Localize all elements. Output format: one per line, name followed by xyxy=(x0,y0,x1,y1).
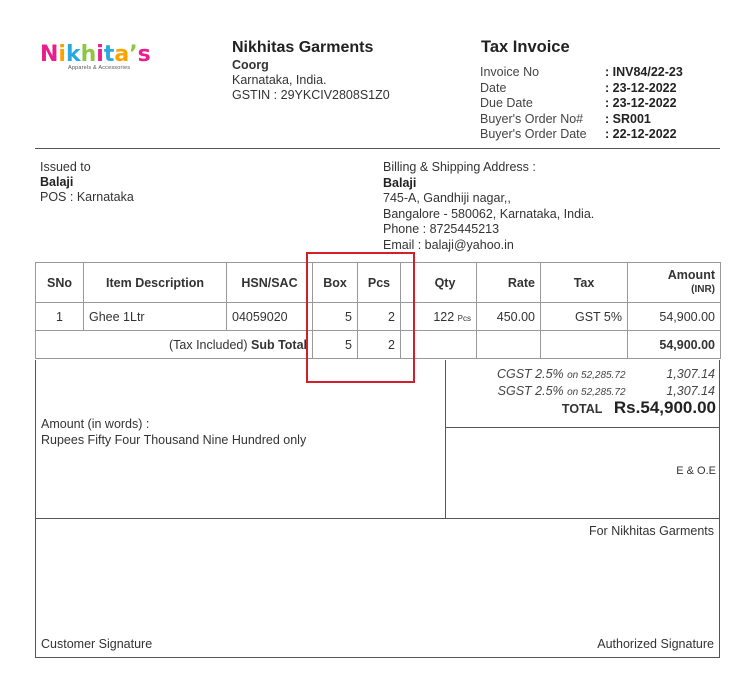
amount-in-words xyxy=(41,416,306,448)
cgst-line xyxy=(456,367,715,384)
company-name: Nikhitas Garments xyxy=(232,39,374,56)
col-amount-label: Amount xyxy=(667,268,715,282)
subtotal-rate xyxy=(477,331,541,359)
words-label: Amount (in words) : xyxy=(41,417,150,431)
cell-rate: 450.00 xyxy=(477,303,541,331)
company-city: Coorg xyxy=(232,58,269,72)
logo-letter: i xyxy=(96,42,104,67)
logo-letter: N xyxy=(40,42,59,67)
meta-row-date xyxy=(480,81,683,97)
logo-letter: ’ xyxy=(129,42,138,67)
meta-value: : SR001 xyxy=(605,111,651,126)
meta-label: Invoice No xyxy=(480,65,540,79)
meta-row-order-no xyxy=(480,112,683,128)
meta-label: Buyer's Order No# xyxy=(480,111,584,126)
cell-amount: 54,900.00 xyxy=(628,303,721,331)
subtotal-label-cell xyxy=(36,331,313,359)
eoe-note: E & O.E xyxy=(676,465,716,477)
billing-email: Email : balaji@yahoo.in xyxy=(383,237,514,252)
col-description: Item Description xyxy=(84,263,227,303)
meta-label: Due Date xyxy=(480,96,533,110)
issued-to-block xyxy=(40,160,134,205)
qty-unit: Pcs xyxy=(457,313,471,323)
invoice-title: Tax Invoice xyxy=(481,38,570,56)
subtotal-prefix: (Tax Included) xyxy=(169,337,251,352)
header-divider xyxy=(35,148,720,149)
company-gstin: GSTIN : 29YKCIV2808S1Z0 xyxy=(232,88,390,102)
subtotal-label: Sub Total xyxy=(250,337,307,352)
logo-tagline: Apparels & Accessories xyxy=(68,65,131,71)
words-text: Rupees Fifty Four Thousand Nine Hundred only xyxy=(41,433,307,447)
issued-label: Issued to xyxy=(40,160,91,174)
for-company: For Nikhitas Garments xyxy=(588,524,714,538)
meta-value: : 22-12-2022 xyxy=(605,127,677,141)
logo-letter: s xyxy=(137,42,151,67)
grand-total xyxy=(445,398,716,418)
col-pcs: Pcs xyxy=(358,263,401,303)
issued-pos: POS : Karnataka xyxy=(40,190,134,204)
subtotal-pcs: 2 xyxy=(358,331,401,359)
total-value: Rs.54,900.00 xyxy=(613,398,716,417)
col-hsn: HSN/SAC xyxy=(227,263,313,303)
subtotal-tax xyxy=(541,331,628,359)
cgst-on: on 52,285.72 xyxy=(567,370,626,381)
subtotal-amount: 54,900.00 xyxy=(628,331,721,359)
cell-sno: 1 xyxy=(36,303,84,331)
billing-address-block xyxy=(383,160,594,253)
cgst-label: CGST 2.5% xyxy=(496,367,564,381)
meta-row-order-date xyxy=(480,127,683,143)
meta-value: : INV84/22-23 xyxy=(605,65,683,79)
col-box: Box xyxy=(313,263,358,303)
billing-phone: Phone : 8725445213 xyxy=(383,222,500,236)
invoice-meta xyxy=(480,65,683,143)
meta-row-invoice-no xyxy=(480,65,683,81)
company-logo xyxy=(40,42,170,78)
sgst-on: on 52,285.72 xyxy=(567,386,626,398)
col-amount xyxy=(628,263,721,303)
qty-value: 122 xyxy=(433,309,455,324)
total-label: TOTAL xyxy=(561,402,603,416)
tax-lines xyxy=(456,367,715,400)
billing-line2: Bangalore - 580062, Karnataka, India. xyxy=(383,206,595,221)
billing-line1: 745-A, Gandhiji nagar,, xyxy=(383,191,511,205)
billing-name: Balaji xyxy=(383,175,417,190)
company-region: Karnataka, India. xyxy=(232,73,327,87)
logo-letter: h xyxy=(80,42,97,67)
col-tax: Tax xyxy=(541,263,628,303)
cell-qty xyxy=(414,303,477,331)
logo-letter: k xyxy=(65,42,81,67)
cell-pcs: 2 xyxy=(358,303,401,331)
subtotal-qty xyxy=(414,331,477,359)
cgst-value: 1,307.14 xyxy=(666,367,715,381)
cell-description: Ghee 1Ltr xyxy=(84,303,227,331)
company-block xyxy=(232,38,390,103)
subtotal-box: 5 xyxy=(313,331,358,359)
meta-row-due-date xyxy=(480,96,683,112)
issued-name: Balaji xyxy=(40,175,74,189)
sgst-value: 1,307.14 xyxy=(666,383,715,398)
col-qty: Qty xyxy=(414,263,477,303)
logo-letter: t xyxy=(103,42,115,67)
cell-box: 5 xyxy=(313,303,358,331)
logo-letter: a xyxy=(114,42,130,67)
cell-hsn: 04059020 xyxy=(227,303,313,331)
col-amount-unit: (INR) xyxy=(691,284,715,295)
meta-value: : 23-12-2022 xyxy=(605,80,677,95)
col-sno: SNo xyxy=(36,263,84,303)
meta-label: Buyer's Order Date xyxy=(480,127,587,141)
meta-value: : 23-12-2022 xyxy=(605,96,677,110)
tax-box-divider xyxy=(445,427,720,428)
meta-label: Date xyxy=(480,80,507,95)
col-rate: Rate xyxy=(477,263,541,303)
highlight-box xyxy=(306,252,415,383)
billing-label: Billing & Shipping Address : xyxy=(383,160,536,174)
sgst-label: SGST 2.5% xyxy=(497,383,564,398)
authorized-signature: Authorized Signature xyxy=(597,637,714,651)
logo-letter: i xyxy=(58,42,66,67)
cell-tax: GST 5% xyxy=(541,303,628,331)
customer-signature: Customer Signature xyxy=(41,637,153,651)
